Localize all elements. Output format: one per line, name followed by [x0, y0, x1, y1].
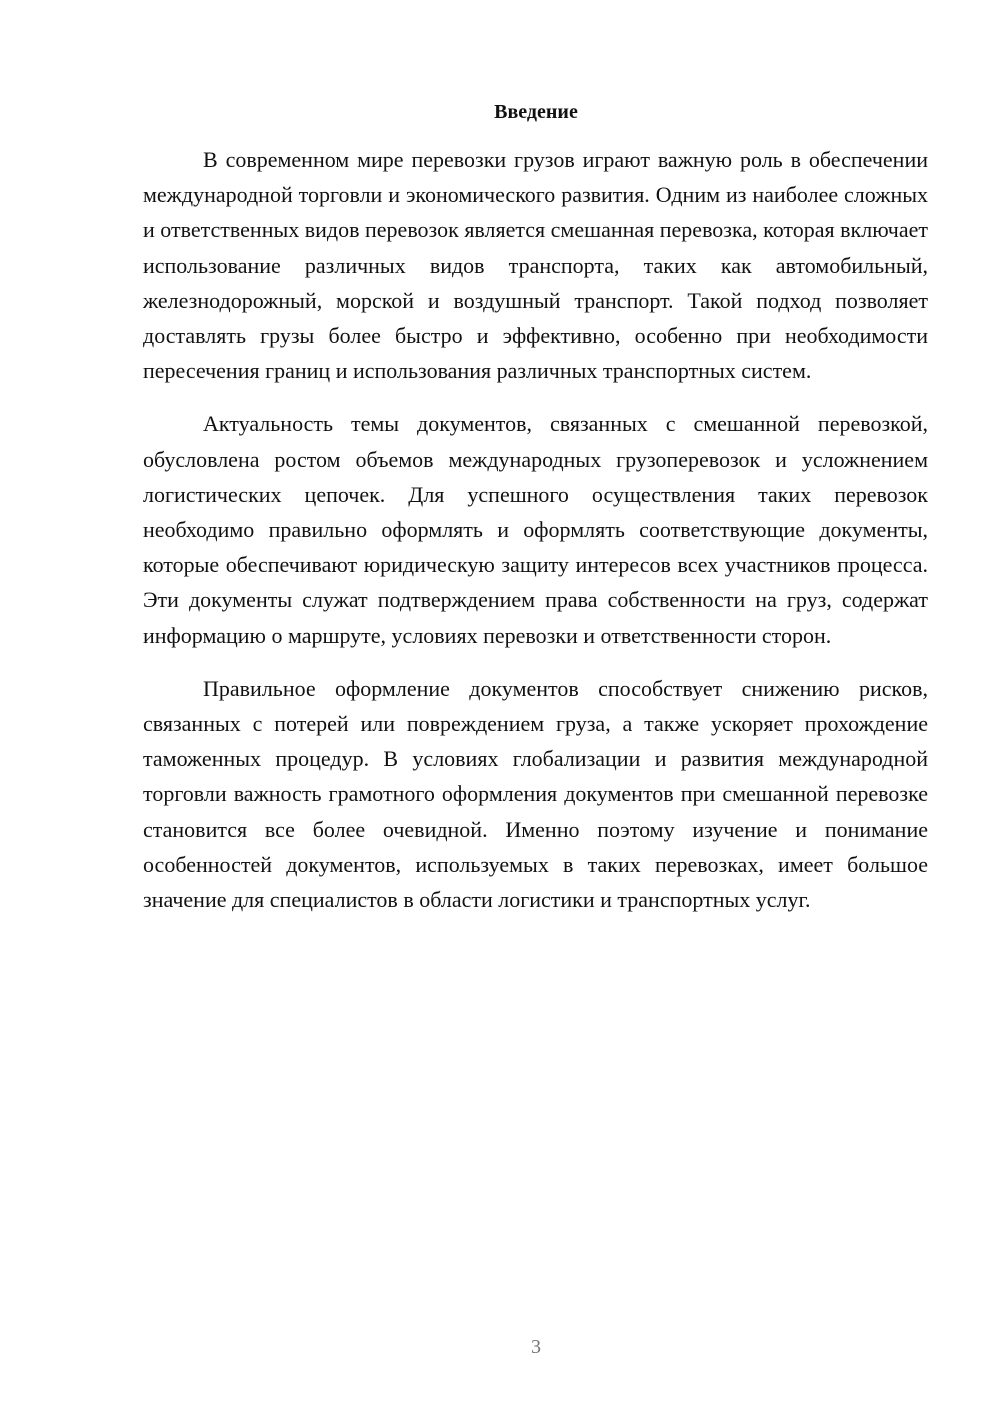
paragraph-3: Правильное оформление документов способствует снижению рисков, связанных с потерей или повреждением груза, а также ускоряет прохождение таможенных процедур. В условиях глобализации и развития международной торговли важность грамотного оформления документов при смешанной перевозке становится все более очевидной. Именно поэтому изучение и понимание особенностей документов, используемых в таких перевозках, имеет большое значение для специалистов в области логистики и транспортных услуг. — [143, 675, 928, 913]
section-title: Введение — [494, 101, 578, 123]
paragraph-2: Актуальность темы документов, связанных с смешанной перевозкой, обусловлена ростом объемов международных грузоперевозок и усложнением логистических цепочек. Для успешного осуществления таких перевозок необходимо правильно оформлять и оформлять соответствующие документы, которые обеспечивают юридическую защиту интересов всех участников процесса. Эти документы служат подтверждением права собственности на груз, содержат информацию о маршруте, условиях перевозки и ответственности сторон. — [143, 411, 928, 648]
document-body — [143, 142, 928, 935]
page-number: 3 — [531, 1336, 541, 1358]
paragraph-1: В современном мире перевозки грузов играют важную роль в обеспечении международной торговли и экономического развития. Одним из наиболее сложных и ответственных видов перевозок является смешанная перевозка, которая включает использование различных видов транспорта, таких как автомобильный, железнодорожный, морской и воздушный транспорт. Такой подход позволяет доставлять грузы более быстро и эффективно, особенно при необходимости пересечения границ и использования различных транспортных систем. — [143, 147, 928, 384]
